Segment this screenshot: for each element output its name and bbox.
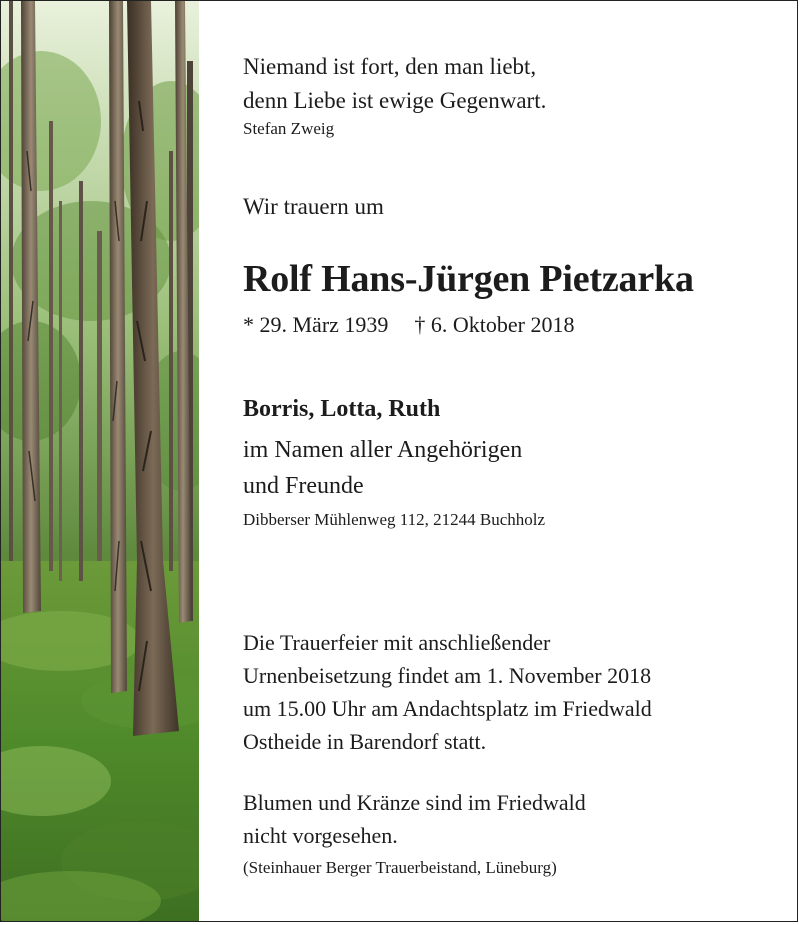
- forest-photo: [1, 1, 199, 922]
- flowers-line: Blumen und Kränze sind im Friedwald: [243, 790, 586, 815]
- undertaker-credit: (Steinhauer Berger Trauerbeistand, Lüneburg): [243, 858, 557, 877]
- quote-line: Niemand ist fort, den man liebt,: [243, 54, 537, 79]
- mourner-names: Borris, Lotta, Ruth: [243, 396, 441, 422]
- flowers-note: [243, 786, 586, 852]
- deceased-name: Rolf Hans-Jürgen Pietzarka: [243, 258, 694, 300]
- ceremony-line: Ostheide in Barendorf statt.: [243, 729, 487, 754]
- life-dates: [243, 312, 575, 338]
- behalf-text: [243, 432, 522, 504]
- intro-text: Wir trauern um: [243, 194, 384, 219]
- ceremony-line: Die Trauerfeier mit anschließender: [243, 630, 551, 655]
- flowers-line: nicht vorgesehen.: [243, 823, 398, 848]
- quote-line: denn Liebe ist ewige Gegenwart.: [243, 88, 547, 113]
- memorial-quote: [243, 50, 546, 118]
- quote-author: Stefan Zweig: [243, 119, 335, 138]
- death-date: † 6. Oktober 2018: [414, 312, 575, 337]
- mourner-address: Dibberser Mühlenweg 112, 21244 Buchholz: [243, 510, 546, 529]
- ceremony-info: [243, 626, 652, 758]
- behalf-line: und Freunde: [243, 473, 364, 499]
- ceremony-line: Urnenbeisetzung findet am 1. November 2018: [243, 663, 652, 688]
- birth-date: * 29. März 1939: [243, 312, 389, 337]
- behalf-line: im Namen aller Angehörigen: [243, 437, 523, 463]
- ceremony-line: um 15.00 Uhr am Andachtsplatz im Friedwald: [243, 696, 652, 721]
